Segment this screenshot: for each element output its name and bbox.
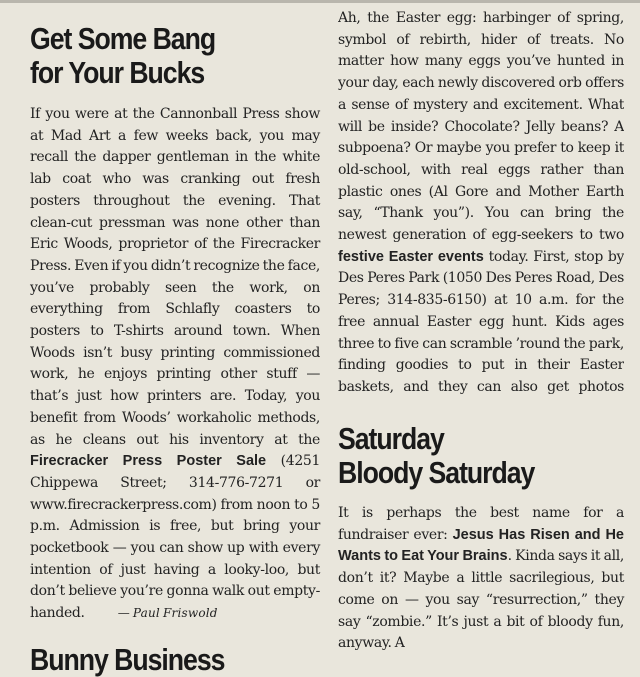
article-headline — [30, 22, 322, 90]
byline: — Paul Friswold — [117, 606, 218, 621]
bunny-continuation — [338, 0, 624, 400]
headline-line-1: Get Some Bang — [30, 21, 216, 56]
headline-line-1: Saturday — [338, 421, 444, 456]
event-highlight: festive Easter events — [338, 248, 484, 265]
body-text: It is perhaps the best name for a fundraiser ever: — [338, 505, 624, 543]
left-column — [30, 8, 320, 677]
headline-line-2: for Your Bucks — [30, 55, 205, 90]
article-headline — [338, 422, 630, 490]
body-text: . Kinda says it all, don’t it? Maybe a little sacrilegious, but come on — you say “resurrection,” they say “zombie.” It’s just a bit of bloody fun, anyway. A — [338, 548, 624, 652]
article-bloody-saturday — [338, 422, 624, 655]
article-headline: Bunny Business — [30, 641, 225, 677]
body-text: If you were at the Cannonball Press show at Mad Art a few weeks back, you may recall the dapper gentleman in the white lab coat who was cranking out fresh posters throughout the evening. That clean-cut pressman was none other than Eric Woods, proprietor of the Firecracker Press. Even if you didn’t recognize the face, you’ve probably seen the work, on everything from Schlafly coasters to posters to T-shirts around town. When Woods isn’t busy printing commissioned work, he enjoys printing other stuff — that’s just how printers are. Today, you benefit from Woods’ workaholic methods, as he cleans out his inventory at the — [30, 106, 320, 448]
body-text: (4251 Chippewa Street; 314-776-7271 or www.firecrackerpress.com) from noon to 5 p.m. Admission is free, but bring your pocketbook — you can show up with every intention of just having a looky-loo, but don’t believe you’re gonna walk out empty-handed. — [30, 453, 320, 622]
article-bunny-business — [30, 643, 320, 677]
article-body — [338, 503, 624, 655]
right-column — [338, 0, 624, 655]
body-text: today. First, stop by Des Peres Park (1050 Des Peres Road, Des Peres; 314-835-6150) at 10 a.m. for the free annual Easter egg hunt. Kids ages three to five can scramble ’round the park, finding goodies to put in their Easter baskets, and they can also get photos — [338, 248, 624, 395]
event-name: Jesus Has Risen and He Wants to Eat Your Brains — [338, 526, 624, 565]
article-body — [338, 8, 624, 400]
article-body — [30, 104, 320, 625]
headline-line-2: Bloody Saturday — [338, 455, 535, 490]
article-get-some-bang — [30, 22, 320, 625]
event-name: Firecracker Press Poster Sale — [30, 453, 267, 470]
body-text: Ah, the Easter egg: harbinger of spring, symbol of rebirth, hider of treats. No matter how many eggs you’ve hunted in your day, each newly discovered orb offers a sense of mystery and excitement. What will be inside? Chocolate? Jelly beans? A subpoena? Or maybe you prefer to keep it old-school, with real eggs rather than plastic ones (Al Gore and Mother Earth say, “Thank you”). You can bring the newest generation of egg-seekers to two — [338, 10, 624, 244]
